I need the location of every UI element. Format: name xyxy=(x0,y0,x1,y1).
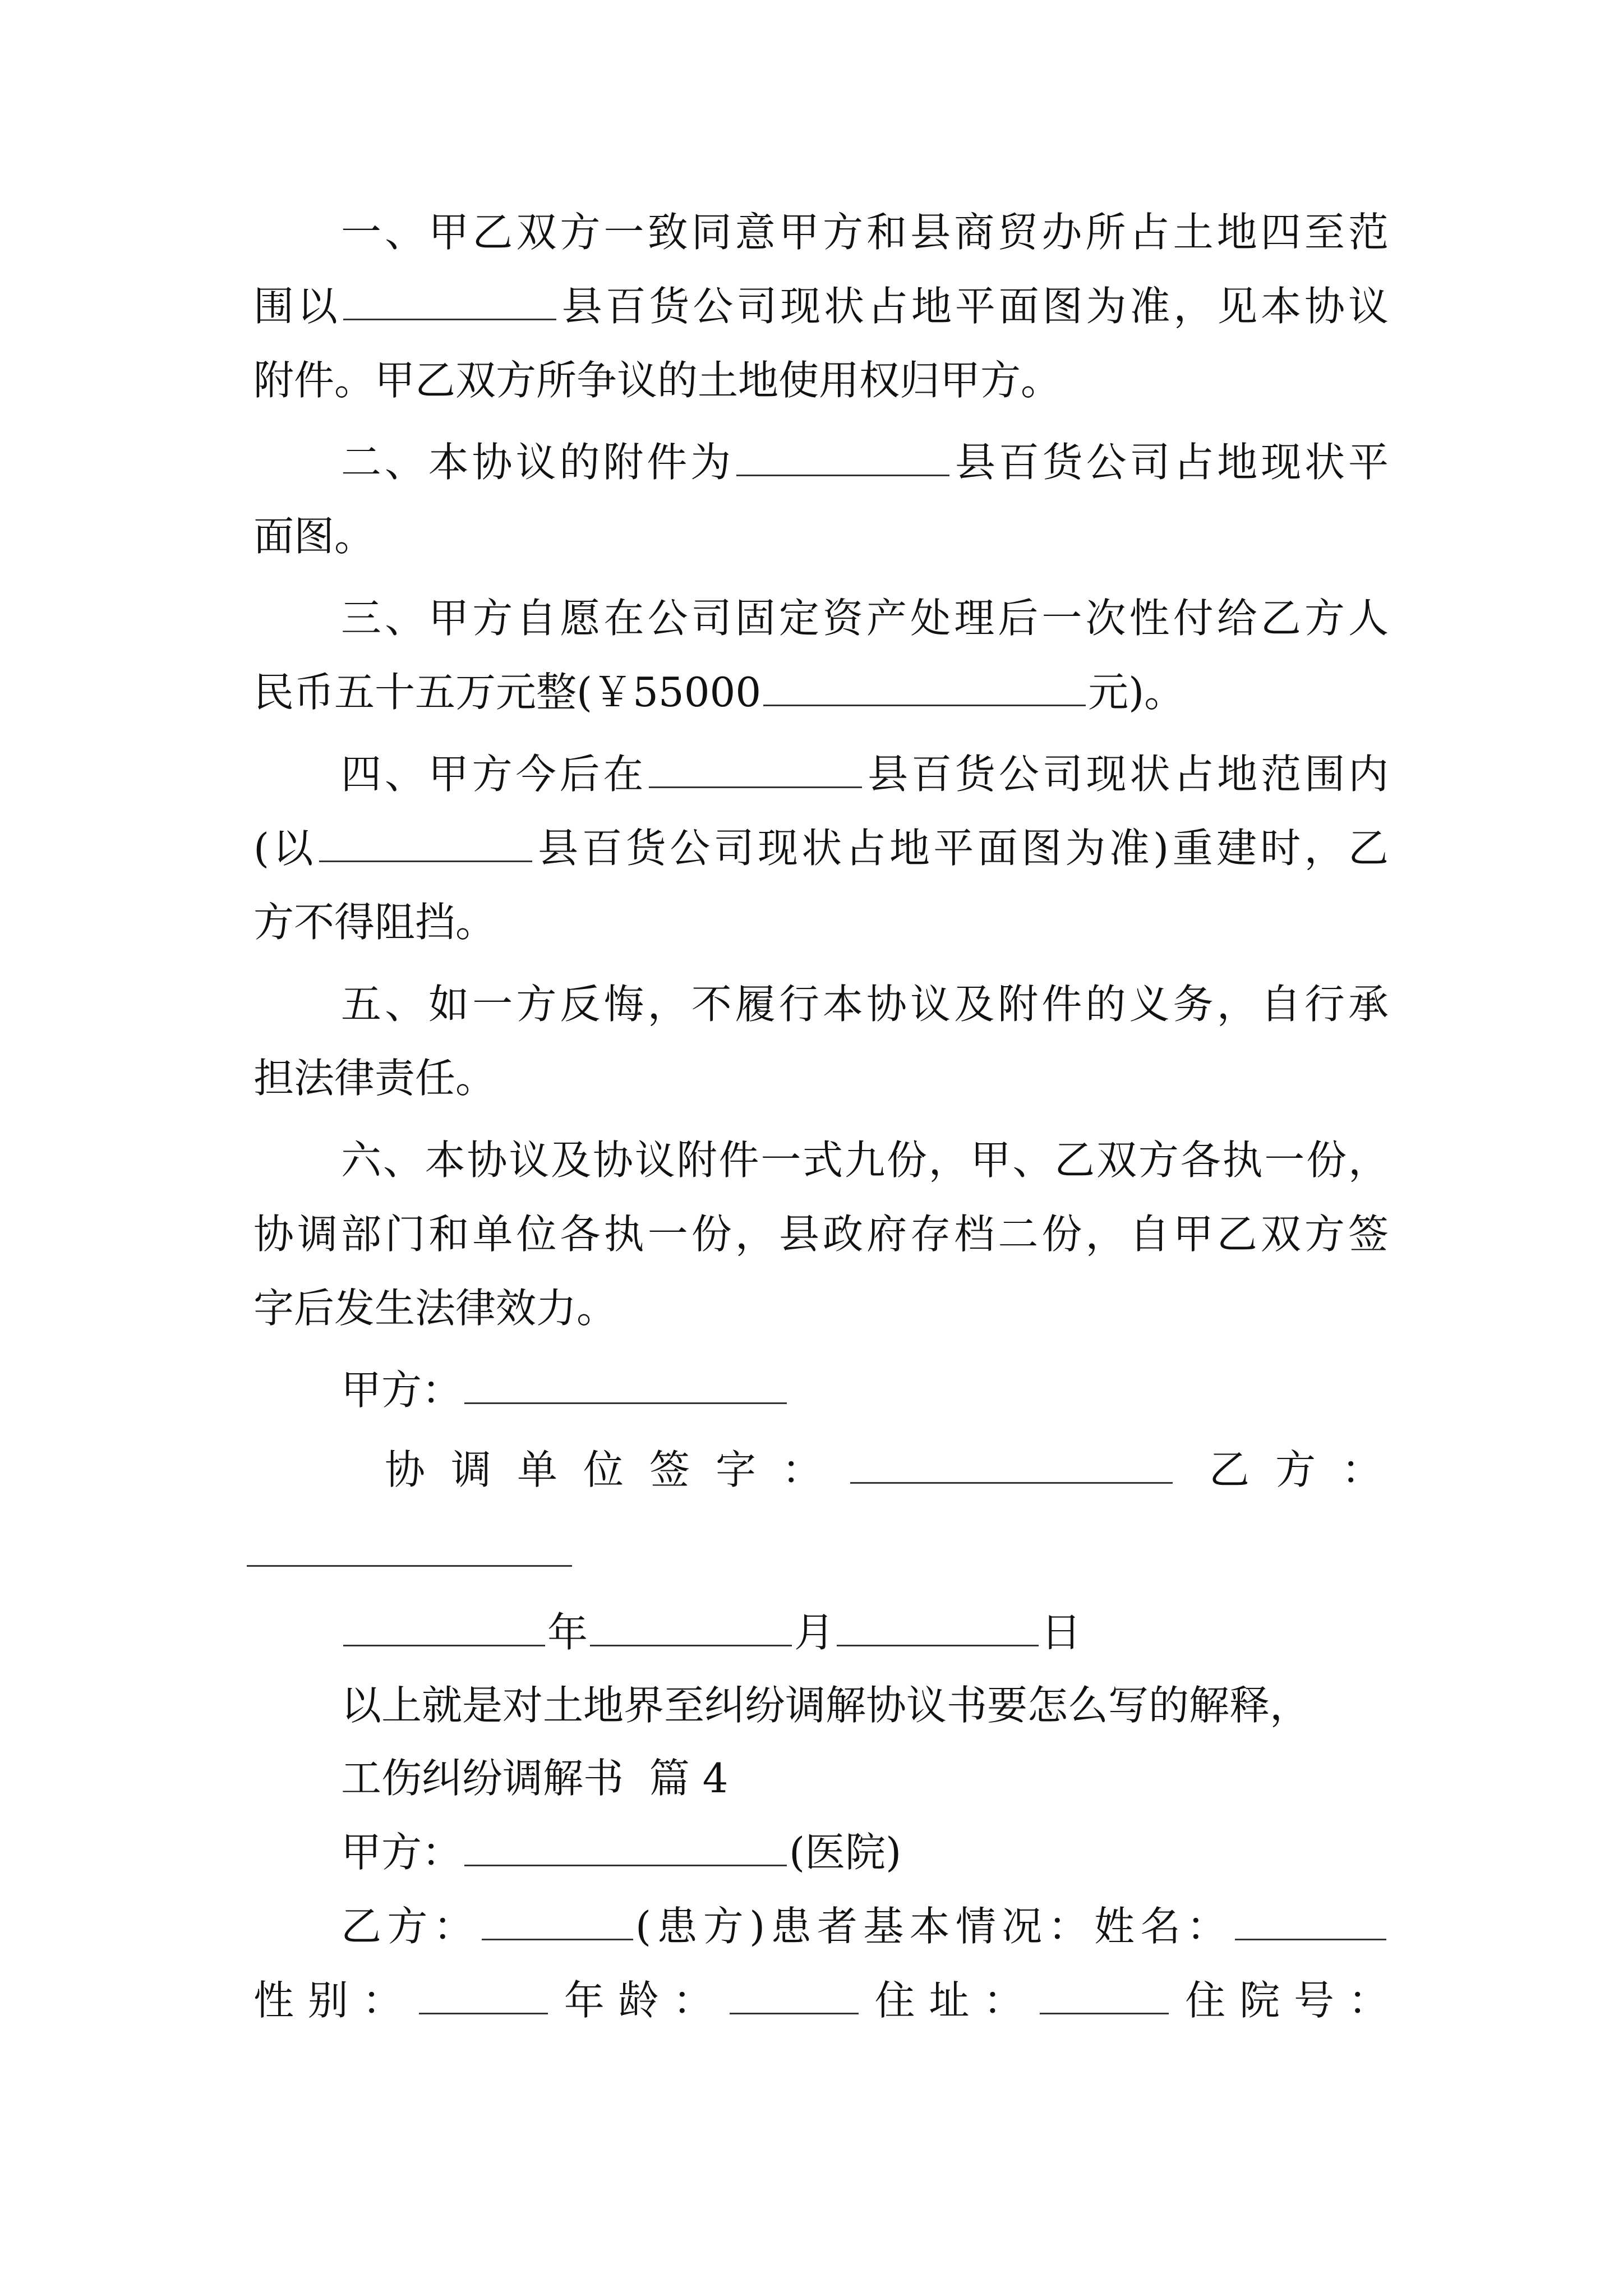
clause6-line2: 协调部门和单位各执一份，县政府存档二份，自甲乙双方签 xyxy=(253,1211,1389,1258)
clause4-line2: (以 县百货公司现状占地平面图为准)重建时，乙 xyxy=(253,825,1389,872)
coordinator-blank[interactable] xyxy=(850,1450,1173,1484)
party-b-blank[interactable] xyxy=(247,1531,572,1567)
blank-line[interactable] xyxy=(736,442,949,476)
clause4-line3: 方不得阻挡。 xyxy=(253,899,496,946)
clause2-line2: 面图。 xyxy=(253,513,375,560)
clause1-line1: 一、甲乙双方一致同意甲方和县商贸办所占土地四至范 xyxy=(341,209,1389,256)
hospital-party-line: 甲方： (医院) xyxy=(341,1829,902,1876)
gender-blank[interactable] xyxy=(419,1980,548,2014)
party-b-signature-label: 乙方： xyxy=(1209,1446,1408,1493)
blank-line[interactable] xyxy=(763,672,1086,706)
blank-line[interactable] xyxy=(319,828,532,862)
date-line: 年 月 日 xyxy=(341,1604,1081,1660)
blank-line[interactable] xyxy=(649,754,862,788)
section-heading: 工伤纠纷调解书 篇 4 xyxy=(341,1755,728,1802)
day-blank[interactable] xyxy=(837,1612,1039,1646)
clause5-line1: 五、如一方反悔，不履行本协议及附件的义务，自行承 xyxy=(341,981,1389,1028)
clause4-line1: 四、甲方今后在 县百货公司现状占地范围内 xyxy=(341,751,1389,798)
blank-line[interactable] xyxy=(343,286,556,320)
patient-blank[interactable] xyxy=(482,1906,633,1940)
clause1-line3: 附件。甲乙双方所争议的土地使用权归甲方。 xyxy=(253,357,1062,404)
clause3-line1: 三、甲方自愿在公司固定资产处理后一次性付给乙方人 xyxy=(341,595,1389,642)
coordinator-signature: 协调单位签字： xyxy=(385,1442,1175,1498)
clause3-line2: 民币五十五万元整(￥55000 元)。 xyxy=(253,669,1185,716)
address-blank[interactable] xyxy=(1040,1980,1169,2014)
month-blank[interactable] xyxy=(590,1612,792,1646)
party-a-signature: 甲方： xyxy=(341,1362,789,1418)
clause6-line3: 字后发生法律效力。 xyxy=(253,1285,617,1332)
patient-party-line: 乙方： (患方)患者基本情况：姓名： xyxy=(341,1898,1389,1954)
summary-line: 以上就是对土地界至纠纷调解协议书要怎么写的解释， xyxy=(341,1682,1311,1729)
year-blank[interactable] xyxy=(343,1612,545,1646)
age-blank[interactable] xyxy=(730,1980,859,2014)
clause2-line1: 二、本协议的附件为 县百货公司占地现状平 xyxy=(341,439,1389,486)
hospital-blank[interactable] xyxy=(464,1832,787,1866)
patient-info-line: 性别： 年龄： 住址： 住院号： xyxy=(253,1977,1389,2024)
patient-name-blank[interactable] xyxy=(1235,1906,1386,1940)
clause1-line2: 围以 县百货公司现状占地平面图为准，见本协议 xyxy=(253,283,1389,330)
clause5-line2: 担法律责任。 xyxy=(253,1055,496,1102)
clause6-line1: 六、本协议及协议附件一式九份，甲、乙双方各执一份， xyxy=(341,1137,1389,1184)
party-a-blank[interactable] xyxy=(464,1370,787,1404)
